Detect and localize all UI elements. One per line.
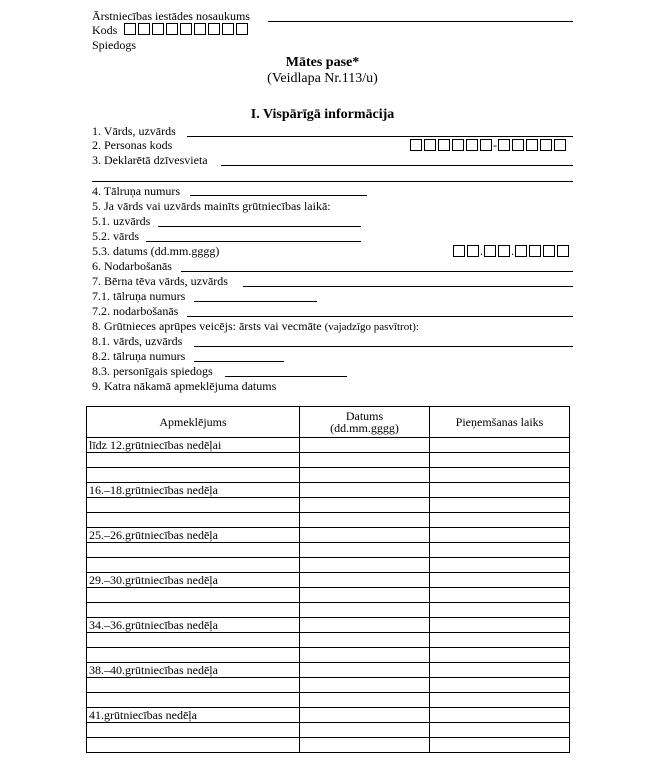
time-cell[interactable] [430, 603, 570, 618]
visit-blank-cell [87, 693, 300, 708]
table-row [87, 618, 570, 633]
date-cell[interactable] [300, 738, 430, 753]
time-cell[interactable] [430, 723, 570, 738]
pc-box[interactable] [512, 139, 524, 151]
date-cell[interactable] [300, 453, 430, 468]
dot: . [511, 244, 514, 259]
field-father-occupation-label: 7.2. nodarbošanās [92, 304, 179, 318]
time-cell[interactable] [430, 513, 570, 528]
field-personal-code-label: 2. Personas kods [92, 138, 173, 152]
pc-box[interactable] [480, 139, 492, 151]
table-row [87, 588, 570, 603]
code-box[interactable] [180, 23, 192, 35]
time-cell[interactable] [430, 693, 570, 708]
table-row [87, 648, 570, 663]
code-box[interactable] [222, 23, 234, 35]
table-row [87, 558, 570, 573]
table-row [87, 513, 570, 528]
date-cell[interactable] [300, 468, 430, 483]
field-surname-label: 5.1. uzvārds [92, 214, 151, 228]
visit-label-cell: 34.–36.grūtniecības nedēļa [87, 618, 300, 633]
date-cell[interactable] [300, 693, 430, 708]
date-cell[interactable] [300, 678, 430, 693]
date-cell[interactable] [300, 633, 430, 648]
section-title: I. Vispārīgā informācija [250, 107, 395, 122]
institution-label: Ārstniecības iestādes nosaukums [92, 9, 250, 23]
pc-box[interactable] [554, 139, 566, 151]
date-cell[interactable] [300, 618, 430, 633]
date-cell[interactable] [300, 588, 430, 603]
pc-box[interactable] [540, 139, 552, 151]
visit-label-cell: 41.grūtniecības nedēļa [87, 708, 300, 723]
table-row [87, 603, 570, 618]
time-cell[interactable] [430, 648, 570, 663]
code-box[interactable] [124, 23, 136, 35]
date-header-line1: Datums [345, 409, 384, 423]
time-cell[interactable] [430, 483, 570, 498]
pc-box[interactable] [526, 139, 538, 151]
caregiver-note: (vajadzīgo pasvītrot): [324, 321, 419, 333]
code-box[interactable] [194, 23, 206, 35]
time-cell[interactable] [430, 558, 570, 573]
date-box[interactable] [529, 245, 541, 257]
date-box[interactable] [498, 245, 510, 257]
pc-box[interactable] [410, 139, 422, 151]
stamp-label: Spiedogs [92, 38, 137, 52]
field-caregiver-stamp-label: 8.3. personīgais spiedogs [92, 364, 213, 378]
code-box[interactable] [208, 23, 220, 35]
visit-label-cell: 38.–40.grūtniecības nedēļa [87, 663, 300, 678]
table-row [87, 543, 570, 558]
field-caregiver-label [92, 319, 419, 334]
code-box[interactable] [152, 23, 164, 35]
table-row [87, 528, 570, 543]
pc-box[interactable] [438, 139, 450, 151]
time-cell[interactable] [430, 663, 570, 678]
field-address-line2[interactable] [92, 181, 573, 182]
page-subtitle: (Veidlapa Nr.113/u) [267, 71, 378, 86]
date-box[interactable] [467, 245, 479, 257]
pc-box[interactable] [498, 139, 510, 151]
field-father-occupation-line[interactable] [187, 316, 573, 317]
field-firstname-line[interactable] [146, 241, 361, 242]
time-cell[interactable] [430, 528, 570, 543]
field-occupation-line[interactable] [181, 271, 573, 272]
code-boxes[interactable] [124, 21, 250, 35]
field-surname-line[interactable] [158, 226, 361, 227]
time-cell[interactable] [430, 678, 570, 693]
visit-blank-cell [87, 588, 300, 603]
date-boxes[interactable] [453, 243, 571, 257]
table-row [87, 678, 570, 693]
field-caregiver-name-line[interactable] [194, 346, 573, 347]
field-name-changed-label: 5. Ja vārds vai uzvārds mainīts grūtniecības laikā: [92, 199, 331, 213]
date-box[interactable] [543, 245, 555, 257]
visit-blank-cell [87, 723, 300, 738]
time-cell[interactable] [430, 738, 570, 753]
institution-field[interactable] [268, 21, 573, 22]
page-title: Mātes pase* [285, 55, 360, 70]
personal-code-boxes[interactable] [410, 137, 568, 151]
visit-label-cell: līdz 12.grūtniecības nedēļai [87, 438, 300, 453]
table-row [87, 453, 570, 468]
time-cell[interactable] [430, 573, 570, 588]
field-father-phone-label: 7.1. tālruņa numurs [92, 289, 186, 303]
date-cell[interactable] [300, 723, 430, 738]
time-cell[interactable] [430, 453, 570, 468]
date-cell[interactable] [300, 663, 430, 678]
date-cell[interactable] [300, 438, 430, 453]
code-label: Kods [92, 23, 118, 37]
time-cell[interactable] [430, 588, 570, 603]
field-caregiver-stamp-line[interactable] [225, 376, 347, 377]
time-cell[interactable] [430, 543, 570, 558]
table-row [87, 723, 570, 738]
table-row [87, 468, 570, 483]
table-row [87, 483, 570, 498]
field-caregiver-phone-line[interactable] [194, 361, 284, 362]
table-row [87, 693, 570, 708]
pc-box[interactable] [424, 139, 436, 151]
visit-blank-cell [87, 543, 300, 558]
col-header-date [300, 407, 430, 438]
date-cell[interactable] [300, 648, 430, 663]
date-cell[interactable] [300, 708, 430, 723]
field-caregiver-name-label: 8.1. vārds, uzvārds [92, 334, 183, 348]
time-cell[interactable] [430, 498, 570, 513]
table-header-row [87, 407, 570, 438]
visit-blank-cell [87, 678, 300, 693]
date-cell[interactable] [300, 513, 430, 528]
code-box[interactable] [166, 23, 178, 35]
field-father-phone-line[interactable] [194, 301, 317, 302]
date-cell[interactable] [300, 573, 430, 588]
date-cell[interactable] [300, 528, 430, 543]
field-occupation-label: 6. Nodarbošanās [92, 259, 172, 273]
table-row [87, 498, 570, 513]
table-row [87, 663, 570, 678]
time-cell[interactable] [430, 468, 570, 483]
col-header-time: Pieņemšanas laiks [430, 407, 570, 438]
visit-label-cell: 16.–18.grūtniecības nedēļa [87, 483, 300, 498]
dot: . [480, 244, 483, 259]
field-caregiver-phone-label: 8.2. tālruņa numurs [92, 349, 186, 363]
table-row [87, 708, 570, 723]
field-next-visit-label: 9. Katra nākamā apmeklējuma datums [92, 379, 277, 393]
time-cell[interactable] [430, 438, 570, 453]
table-row [87, 738, 570, 753]
field-date-label: 5.3. datums (dd.mm.gggg) [92, 244, 220, 258]
time-cell[interactable] [430, 618, 570, 633]
visit-label-cell: 29.–30.grūtniecības nedēļa [87, 573, 300, 588]
date-cell[interactable] [300, 483, 430, 498]
date-cell[interactable] [300, 558, 430, 573]
visit-blank-cell [87, 498, 300, 513]
code-box[interactable] [138, 23, 150, 35]
visit-blank-cell [87, 648, 300, 663]
field-phone-label: 4. Tālruņa numurs [92, 184, 181, 198]
table-row [87, 438, 570, 453]
pc-box[interactable] [452, 139, 464, 151]
visit-blank-cell [87, 603, 300, 618]
visit-blank-cell [87, 513, 300, 528]
pc-box[interactable] [466, 139, 478, 151]
date-header-line2: (dd.mm.gggg) [330, 421, 399, 435]
visit-blank-cell [87, 558, 300, 573]
field-address-label: 3. Deklarētā dzīvesvieta [92, 153, 208, 167]
date-box[interactable] [515, 245, 527, 257]
date-cell[interactable] [300, 603, 430, 618]
field-firstname-label: 5.2. vārds [92, 229, 139, 243]
date-box[interactable] [557, 245, 569, 257]
field-father-line[interactable] [243, 286, 573, 287]
visit-blank-cell [87, 738, 300, 753]
table-row [87, 633, 570, 648]
field-name-label: 1. Vārds, uzvārds [92, 124, 176, 138]
visits-table [86, 406, 570, 753]
visit-blank-cell [87, 468, 300, 483]
field-father-label: 7. Bērna tēva vārds, uzvārds [92, 274, 228, 288]
field-phone-line[interactable] [190, 195, 367, 196]
visit-blank-cell [87, 633, 300, 648]
date-box[interactable] [453, 245, 465, 257]
date-box[interactable] [484, 245, 496, 257]
visit-label-cell: 25.–26.grūtniecības nedēļa [87, 528, 300, 543]
time-cell[interactable] [430, 633, 570, 648]
code-box[interactable] [236, 23, 248, 35]
visit-blank-cell [87, 453, 300, 468]
table-row [87, 573, 570, 588]
date-cell[interactable] [300, 498, 430, 513]
date-cell[interactable] [300, 543, 430, 558]
col-header-visit: Apmeklējums [87, 407, 300, 438]
caregiver-text: 8. Grūtnieces aprūpes veicējs: ārsts vai vecmāte [92, 319, 322, 333]
dash: - [493, 138, 497, 153]
field-address-line[interactable] [221, 165, 573, 166]
time-cell[interactable] [430, 708, 570, 723]
